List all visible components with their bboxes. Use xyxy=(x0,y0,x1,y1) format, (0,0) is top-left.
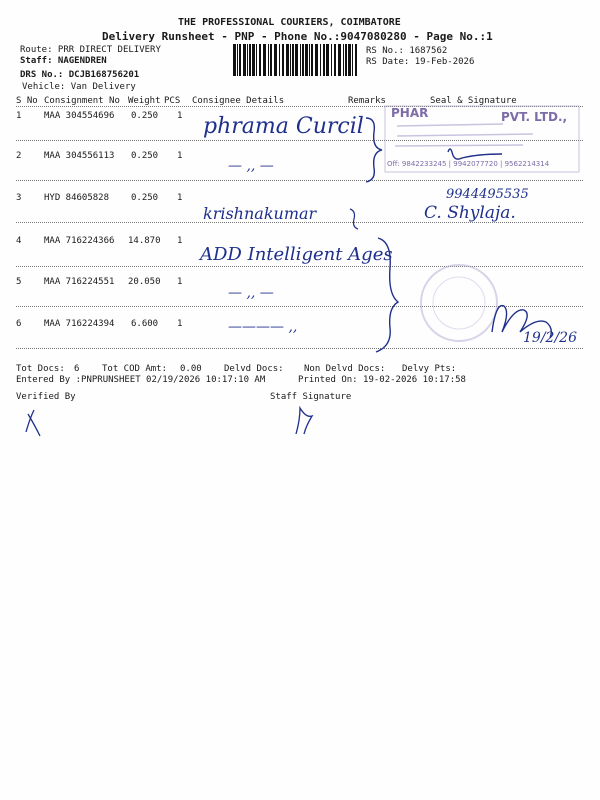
row-consignment: MAA 716224551 xyxy=(44,277,115,287)
row-pcs: 1 xyxy=(177,111,183,121)
col-sno: S No xyxy=(16,96,38,106)
row-weight: 6.600 xyxy=(131,319,159,329)
handwritten-signature-row3: C. Shylaja. xyxy=(424,203,516,223)
handwritten-ditto-row6: ———— ,, xyxy=(228,319,298,335)
delivery-points-label: Delvy Pts: xyxy=(402,364,457,374)
printed-on: Printed On: 19-02-2026 10:17:58 xyxy=(298,375,466,385)
row-weight: 0.250 xyxy=(131,151,159,161)
row-weight: 20.050 xyxy=(128,277,161,287)
row-sno: 5 xyxy=(16,277,22,287)
entered-by: Entered By :PNPRUNSHEET 02/19/2026 10:17:10 AM xyxy=(16,375,266,385)
stamp-line-2: PVT. LTD., xyxy=(501,110,568,124)
staff-signature-label: Staff Signature xyxy=(270,392,352,402)
row-consignment: MAA 304554696 xyxy=(44,111,115,121)
col-consignee: Consignee Details xyxy=(192,96,285,106)
row-consignment: MAA 304556113 xyxy=(44,151,115,161)
row-consignment: MAA 716224366 xyxy=(44,236,115,246)
handwritten-consignee-row3: krishnakumar xyxy=(203,204,317,223)
drs-line: DRS No.: DCJB168756201 xyxy=(20,70,140,80)
col-pcs: PCS xyxy=(164,96,181,106)
row-pcs: 1 xyxy=(177,193,183,203)
handwritten-phone-row3: 9944495535 xyxy=(446,187,529,202)
row-sno: 6 xyxy=(16,319,22,329)
row-sno: 1 xyxy=(16,111,22,121)
row-pcs: 1 xyxy=(177,151,183,161)
total-docs-label: Tot Docs: xyxy=(16,364,65,374)
stamp-phones: Off: 9842233245 | 9942077720 | 9562214314 xyxy=(387,160,550,168)
non-delivered-docs-label: Non Delvd Docs: xyxy=(304,364,386,374)
total-cod-label: Tot COD Amt: xyxy=(102,364,168,374)
handwritten-consignee-row1: phrama Curcil xyxy=(203,114,364,139)
verified-by-label: Verified By xyxy=(16,392,76,402)
total-docs-value: 6 xyxy=(74,364,80,374)
row-sno: 3 xyxy=(16,193,22,203)
row-weight: 14.870 xyxy=(128,236,161,246)
row-sno: 4 xyxy=(16,236,22,246)
rs-date: RS Date: 19-Feb-2026 xyxy=(366,57,475,67)
handwritten-consignee-row4: ADD Intelligent Ages xyxy=(200,244,393,265)
col-weight: Weight xyxy=(128,96,161,106)
handwritten-ditto-row5: — ,, — xyxy=(228,285,274,301)
handwritten-date: 19/2/26 xyxy=(523,330,577,346)
company-name: THE PROFESSIONAL COURIERS, COIMBATORE xyxy=(178,17,401,28)
runsheet-title: Delivery Runsheet - PNP - Phone No.:9047080280 - Page No.:1 xyxy=(102,30,493,43)
row-pcs: 1 xyxy=(177,319,183,329)
total-cod-value: 0.00 xyxy=(180,364,202,374)
staff-line: Staff: NAGENDREN xyxy=(20,56,107,66)
row-weight: 0.250 xyxy=(131,111,159,121)
delivered-docs-label: Delvd Docs: xyxy=(224,364,284,374)
vehicle-line: Vehicle: Van Delivery xyxy=(22,82,136,92)
row-sno: 2 xyxy=(16,151,22,161)
rs-number: RS No.: 1687562 xyxy=(366,46,448,56)
row-consignment: MAA 716224394 xyxy=(44,319,115,329)
col-seal-signature: Seal & Signature xyxy=(430,96,517,106)
handwritten-ditto-row2: — ,, — xyxy=(228,158,274,174)
row-pcs: 1 xyxy=(177,277,183,287)
row-weight: 0.250 xyxy=(131,193,159,203)
stamp-line-1: PHAR xyxy=(391,106,429,120)
row-consignment: HYD 84605828 xyxy=(44,193,110,203)
col-consignment: Consignment No xyxy=(44,96,120,106)
route-line: Route: PRR DIRECT DELIVERY xyxy=(20,45,161,55)
row-pcs: 1 xyxy=(177,236,183,246)
col-remarks: Remarks xyxy=(348,96,386,106)
